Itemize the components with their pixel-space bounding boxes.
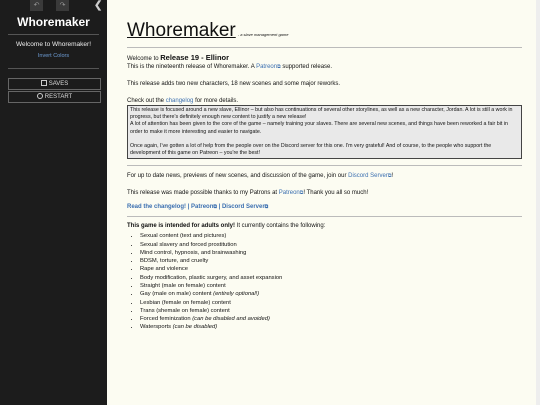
- page-subtitle: - a slave management game: [237, 32, 289, 37]
- list-item: • Sexual content (text and pictures): [140, 232, 522, 240]
- section-divider: [127, 216, 522, 217]
- invert-colors-link[interactable]: Invert Colors: [37, 53, 70, 59]
- forward-arrow-icon: ↷: [59, 2, 66, 9]
- list-item: • Straight (male on female) content: [140, 282, 522, 290]
- content-warnings-list: [127, 232, 522, 332]
- list-item: • Gay (male on male) content (entirely optional!): [140, 290, 522, 298]
- note-paragraph: Once again, I've gotten a lot of help from the people over on the Discord server for this one. I'm very grateful! And of course, to the people who support the development of this game on Patreon – you're the best!: [130, 142, 492, 157]
- links-bar: Read the changelog! | Patreon⧉ | Discord Server⧉: [127, 204, 269, 211]
- external-link-icon: ⧉: [299, 190, 304, 197]
- list-item: • Body modification, plastic surgery, and asset expansion: [140, 274, 522, 282]
- list-item: • Lesbian (female on female) content: [140, 299, 522, 307]
- collapse-sidebar-button[interactable]: [94, 1, 102, 11]
- release-notes-box: [127, 105, 522, 159]
- release-name: Release 19 - Ellinor: [160, 53, 230, 62]
- restart-button[interactable]: [8, 91, 101, 103]
- thanks-suffix: ! Thank you all so much!: [303, 190, 369, 197]
- external-link-icon: ⧉: [277, 64, 281, 70]
- scrollbar[interactable]: [536, 0, 540, 405]
- history-forward-button[interactable]: [56, 0, 69, 11]
- check-prefix: Check out the: [127, 98, 165, 104]
- section-divider: [127, 165, 522, 166]
- changelog-link[interactable]: changelog: [165, 98, 194, 104]
- welcome-prefix: Welcome to: [127, 56, 159, 62]
- discord-link[interactable]: Discord Server⧉: [348, 173, 392, 180]
- adults-rest: It currently contains the following:: [235, 223, 326, 230]
- list-item: • Mind control, hypnosis, and brainwashing: [140, 249, 522, 257]
- check-suffix: for more details.: [195, 98, 239, 104]
- sidebar: [0, 0, 107, 405]
- note-paragraph: A lot of attention has been given to the core of the game – namely training your slaves. There are several new scenes, and things have been reworked a fair bit in order to make it more interesting and easier to navigate.: [130, 121, 508, 135]
- intro-prefix: This is the nineteenth release of Whoremaker. A: [127, 64, 255, 70]
- saves-button[interactable]: [8, 78, 101, 90]
- sidebar-divider: [8, 68, 99, 69]
- history-back-button[interactable]: [30, 0, 43, 11]
- save-icon: [41, 80, 47, 86]
- page-title: Whoremaker: [127, 20, 236, 41]
- thanks-prefix: This release was made possible thanks to my Patrons at: [127, 190, 278, 197]
- passage-content: Whoremaker - a slave management game Welcome to Release 19 - Ellinor This is the nineteenth release of Whoremaker. A Patreon⧉ supported release. This release adds two new characters, 18 new scenes and some major reworks. Check out the changelog for more details. This release is focused around a new slave, Ellinor – but also has continuations of several other storylines, as well as a new character, Jordan. A lot is still a work in progress, but there's definitely enough new content to justify a new release! A lot of attention has been given to the core of the game – namely training your slaves. There are several new scenes, and things have been reworked a fair bit in order to make it more interesting and easier to navigate. Once again, I've gotten a lot of help from the people over on the Discord server for this one. I'm very grateful! And of course, to the people who support the development of this game on Patreon – you're the best! For up to date news, previews of new scenes, and discussion of the game, join our Discord Server⧉! This release was made possible thanks to my Patrons at Patreon⧉! Thank you all so much! Read the changelog! | Patreon⧉ | Discord Server⧉ This game is intended for adults only! It currently contains the following: • Sexual content (text and pictures) • Sexual slavery and forced prostitution • Mind control, hypnosis, and brainwashing • BDSM, torture, and cruelty • Rape and violence • Body modification, plastic surgery, and asset expansion • Straight (male on female) content • Gay (male on male) content (entirely optional!) • Lesbian (female on female) content • Trans (shemale on female) content • Forced feminization (can be disabled and avoided) • Watersports (can be disabled): [127, 20, 522, 332]
- note-paragraph: This release is focused around a new slave, Ellinor – but also has continuations of several other storylines, as well as a new character, Jordan. A lot is still a work in progress, but there's definitely enough new content to justify a new release!: [130, 107, 513, 121]
- list-item: • Watersports (can be disabled): [140, 323, 522, 331]
- patreon-link-thanks[interactable]: Patreon⧉: [278, 190, 304, 197]
- sidebar-welcome: Welcome to Whoremaker!: [15, 41, 91, 48]
- sidebar-title: Whoremaker: [17, 15, 90, 29]
- restart-icon: [37, 93, 43, 99]
- intro-suffix: supported release.: [282, 64, 333, 70]
- chevron-left-icon: ❮: [94, 0, 103, 11]
- release-adds: This release adds two new characters, 18 new scenes and some major reworks.: [127, 81, 341, 87]
- patreon-bar-link[interactable]: Patreon⧉: [191, 204, 217, 211]
- back-arrow-icon: ↶: [33, 2, 40, 9]
- external-link-icon: ⧉: [387, 173, 392, 180]
- list-item: • Forced feminization (can be disabled and avoided): [140, 315, 522, 323]
- external-link-icon: ⧉: [213, 204, 217, 211]
- restart-label: RESTART: [44, 94, 73, 100]
- list-item: • Trans (shemale on female) content: [140, 307, 522, 315]
- news-prefix: For up to date news, previews of new scenes, and discussion of the game, join our: [127, 173, 347, 180]
- list-item: • Rape and violence: [140, 265, 522, 273]
- sidebar-divider: [8, 34, 99, 35]
- external-link-icon: ⧉: [264, 204, 269, 211]
- read-changelog-link[interactable]: Read the changelog!: [127, 204, 187, 211]
- discord-bar-link[interactable]: Discord Server⧉: [221, 204, 269, 211]
- list-item: • Sexual slavery and forced prostitution: [140, 241, 522, 249]
- page-header: [127, 20, 522, 42]
- main-passage: [107, 0, 540, 405]
- header-divider: [127, 47, 522, 48]
- adults-warning: This game is intended for adults only!: [127, 223, 236, 230]
- patreon-link[interactable]: Patreon⧉: [256, 64, 281, 70]
- saves-label: SAVES: [48, 81, 69, 87]
- list-item: • BDSM, torture, and cruelty: [140, 257, 522, 265]
